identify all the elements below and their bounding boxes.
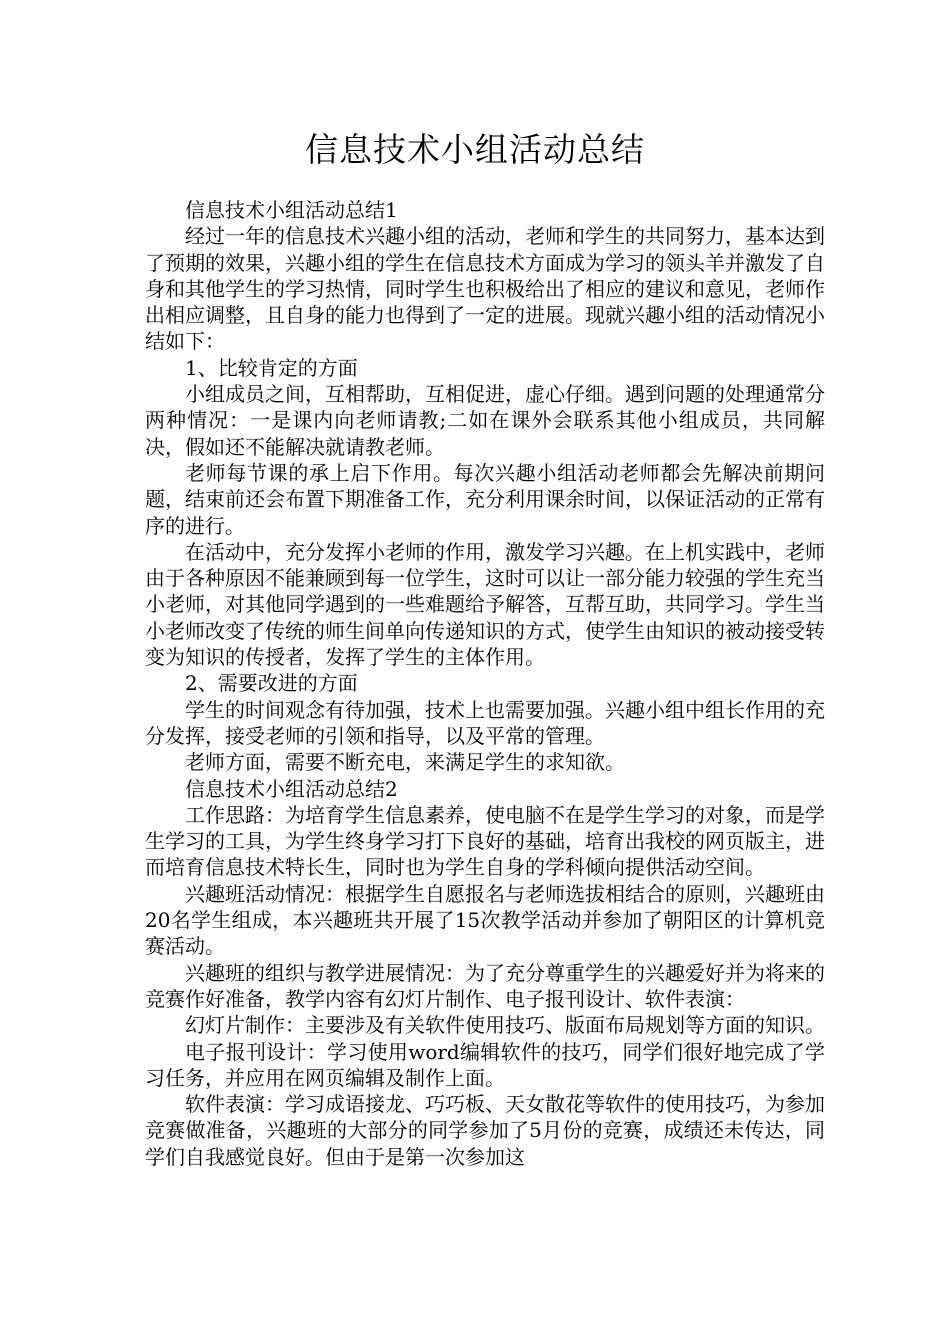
subheading-improve: 2、需要改进的方面 [185, 671, 358, 696]
paragraph: 幻灯片制作：主要涉及有关软件使用技巧、版面布局规划等方面的知识。 [185, 1013, 825, 1038]
paragraph: 电子报刊设计：学习使用word编辑软件的技巧，同学们很好地完成了学习任务，并应用在网页编辑及制作上面。 [145, 1039, 825, 1090]
paragraph: 老师每节课的承上启下作用。每次兴趣小组活动老师都会先解决前期问题，结束前还会布置下期准备工作，充分利用课余时间，以保证活动的正常有序的进行。 [145, 460, 825, 538]
section-heading-2: 信息技术小组活动总结2 [185, 776, 398, 801]
document-title: 信息技术小组活动总结 [305, 130, 645, 169]
section-heading-1: 信息技术小组活动总结1 [185, 198, 398, 222]
paragraph-intro: 经过一年的信息技术兴趣小组的活动，老师和学生的共同努力，基本达到了预期的效果，兴趣小组的学生在信息技术方面成为学习的领头羊并激发了自身和其他学生的学习热情，同时学生也积极给出了相应的建议和意见，老师作出相应调整，且自身的能力也得到了一定的进展。现就兴趣小组的活动情况小结如下： [145, 224, 825, 354]
paragraph: 兴趣班活动情况：根据学生自愿报名与老师选拔相结合的原则，兴趣班由20名学生组成，本兴趣班共开展了15次教学活动并参加了朝阳区的计算机竞赛活动。 [145, 881, 825, 959]
subheading-positive: 1、比较肯定的方面 [185, 355, 358, 380]
paragraph: 老师方面，需要不断充电，来满足学生的求知欲。 [185, 750, 625, 775]
paragraph: 小组成员之间，互相帮助，互相促进，虚心仔细。遇到问题的处理通常分两种情况：一是课内向老师请教;二如在课外会联系其他小组成员，共同解决，假如还不能解决就请教老师。 [145, 382, 825, 459]
paragraph: 学生的时间观念有待加强，技术上也需要加强。兴趣小组中组长作用的充分发挥，接受老师的引领和指导，以及平常的管理。 [145, 697, 825, 748]
paragraph: 工作思路：为培育学生信息素养，使电脑不在是学生学习的对象，而是学生学习的工具，为学生终身学习打下良好的基础，培育出我校的网页版主，进而培育信息技术特长生，同时也为学生自身的学科倾向提供活动空间。 [145, 802, 825, 880]
paragraph: 兴趣班的组织与教学进展情况：为了充分尊重学生的兴趣爱好并为将来的竞赛作好准备，教学内容有幻灯片制作、电子报刊设计、软件表演： [145, 960, 825, 1011]
paragraph: 软件表演：学习成语接龙、巧巧板、天女散花等软件的使用技巧，为参加竞赛做准备，兴趣班的大部分的同学参加了5月份的竞赛，成绩还未传达，同学们自我感觉良好。但由于是第一次参加这 [145, 1092, 825, 1169]
paragraph: 在活动中，充分发挥小老师的作用，激发学习兴趣。在上机实践中，老师由于各种原因不能兼顾到每一位学生，这时可以让一部分能力较强的学生充当小老师，对其他同学遇到的一些难题给予解答，互帮互助，共同学习。学生当小老师改变了传统的师生间单向传递知识的方式，使学生由知识的被动接受转变为知识的传授者，发挥了学生的主体作用。 [145, 539, 825, 670]
document-body [145, 197, 825, 1170]
